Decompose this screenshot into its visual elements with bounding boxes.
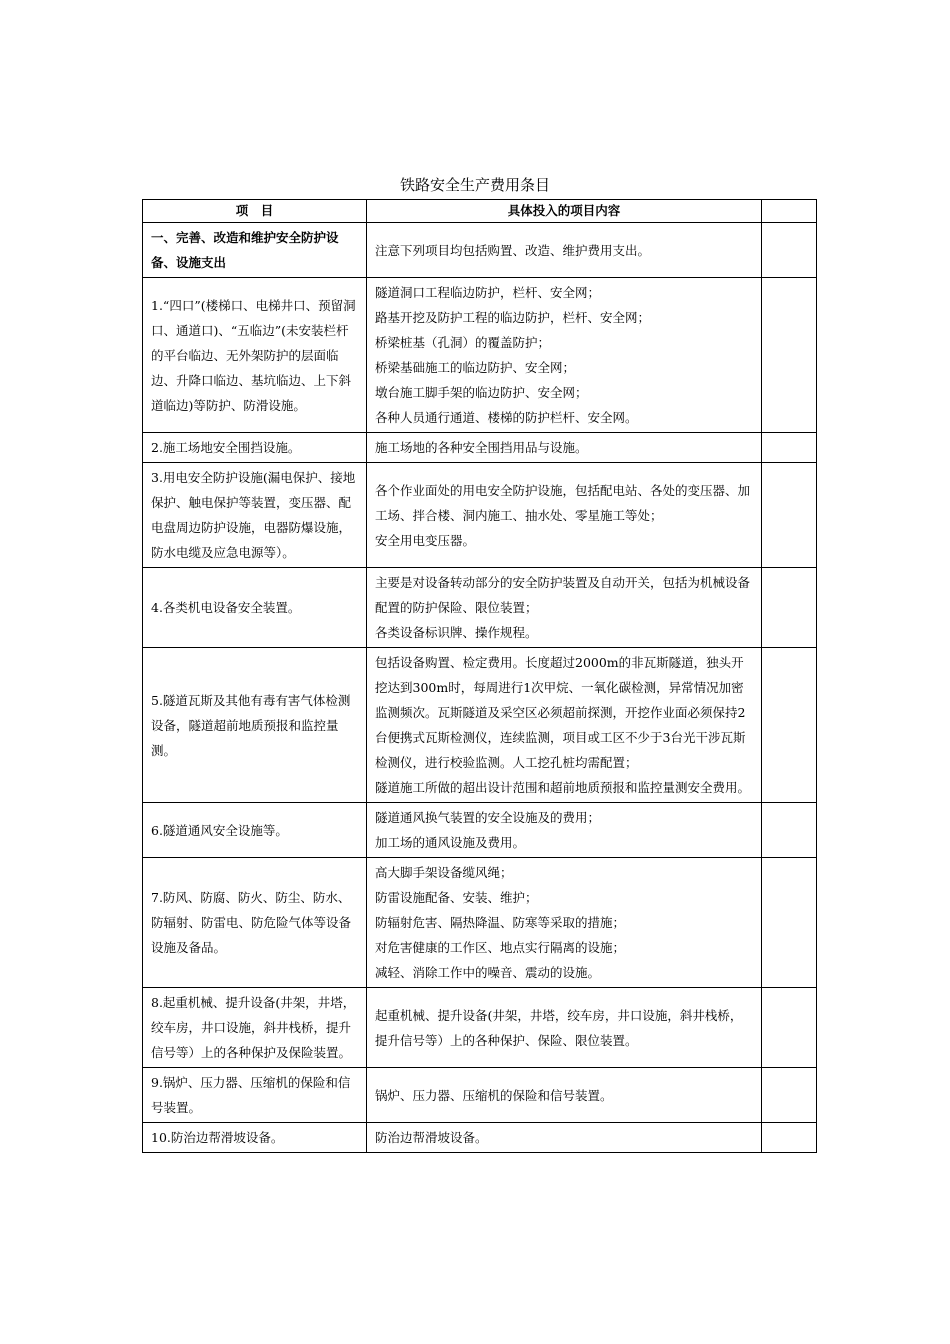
content-line: 桥梁桩基（孔洞）的覆盖防护； [375, 335, 551, 350]
row-extra [762, 1068, 817, 1123]
row-content [367, 463, 762, 568]
table-row [143, 568, 817, 648]
row-content [367, 433, 762, 463]
row-item: 6.隧道通风安全设施等。 [143, 803, 367, 858]
row-item: 5.隧道瓦斯及其他有毒有害气体检测设备，隧道超前地质预报和监控量测。 [143, 648, 367, 803]
document-title: 铁路安全生产费用条目 [399, 176, 550, 194]
content-line: 高大脚手架设备缆风绳； [375, 865, 513, 880]
row-content [367, 1068, 762, 1123]
content-line: 对危害健康的工作区、地点实行隔离的设施； [375, 940, 626, 955]
content-line: 锅炉、压力器、压缩机的保险和信号装置。 [375, 1087, 613, 1103]
row-content [367, 648, 762, 803]
row-extra [762, 803, 817, 858]
table-row [143, 463, 817, 568]
content-line: 防雷设施配备、安装、维护； [375, 890, 538, 905]
content-line: 加工场的通风设施及费用。 [375, 835, 526, 850]
row-item: 7.防风、防腐、防火、防尘、防水、防辐射、防雷电、防危险气体等设备设施及备品。 [143, 858, 367, 988]
expense-table [142, 199, 817, 1153]
row-item: 9.锅炉、压力器、压缩机的保险和信号装置。 [143, 1068, 367, 1123]
content-line: 安全用电变压器。 [375, 532, 476, 548]
row-extra [762, 648, 817, 803]
table-row [143, 648, 817, 803]
content-line: 桥梁基础施工的临边防护、安全网； [375, 360, 576, 375]
content-line: 包括设备购置、检定费用。长度超过2000m的非瓦斯隧道，独头开挖达到300m时，每周进行1次甲烷、一氧化碳检测，异常情况加密监测频次。瓦斯隧道及采空区必须超前探测，开挖作业面必须保持2台便携式瓦斯检测仪，连续监测，项目或工区不少于3台光干涉瓦斯检测仪，进行校验监测。人工挖孔桩均需配置； [375, 655, 746, 770]
table-row [143, 223, 817, 278]
content-line: 注意下列项目均包括购置、改造、维护费用支出。 [375, 242, 651, 258]
row-item: 1.“四口”(楼梯口、电梯井口、预留洞口、通道口)、“五临边”(未安装栏杆的平台临边、无外架防护的层面临边、升降口临边、基坑临边、上下斜道临边)等防护、防滑设施。 [143, 278, 367, 433]
row-content [367, 803, 762, 858]
row-content [367, 988, 762, 1068]
content-line: 减轻、消除工作中的噪音、震动的设施。 [375, 965, 601, 980]
header-content: 具体投入的项目内容 [367, 200, 762, 223]
content-line: 各个作业面处的用电安全防护设施，包括配电站、各处的变压器、加工场、拌合楼、洞内施工、抽水处、零星施工等处； [375, 482, 751, 523]
table-row [143, 433, 817, 463]
table-row [143, 1068, 817, 1123]
header-extra [762, 200, 817, 223]
row-extra [762, 433, 817, 463]
table-row [143, 988, 817, 1068]
content-line: 隧道施工所做的超出设计范围和超前地质预报和监控量测安全费用。 [375, 780, 751, 795]
content-line: 各种人员通行通道、楼梯的防护栏杆、安全网。 [375, 410, 638, 425]
row-extra [762, 278, 817, 433]
row-extra [762, 988, 817, 1068]
table-body [143, 223, 817, 1153]
content-line: 施工场地的各种安全围挡用品与设施。 [375, 440, 588, 455]
row-item: 一、完善、改造和维护安全防护设备、设施支出 [143, 223, 367, 278]
row-content [367, 858, 762, 988]
row-item: 2.施工场地安全围挡设施。 [143, 433, 367, 463]
table-row [143, 1123, 817, 1153]
row-extra [762, 223, 817, 278]
header-item: 项 目 [143, 200, 367, 223]
content-line: 起重机械、提升设备(井架，井塔，绞车房，井口设施，斜井栈桥，提升信号等）上的各种保护、保险、限位装置。 [375, 1007, 743, 1048]
content-line: 各类设备标识牌、操作规程。 [375, 625, 538, 640]
content-line: 主要是对设备转动部分的安全防护装置及自动开关，包括为机械设备配置的防护保险、限位装置； [375, 575, 751, 615]
table-row [143, 803, 817, 858]
row-content [367, 223, 762, 278]
row-extra [762, 858, 817, 988]
content-line: 隧道洞口工程临边防护，栏杆、安全网； [375, 285, 601, 300]
content-line: 路基开挖及防护工程的临边防护，栏杆、安全网； [375, 310, 651, 325]
table-header-row [143, 200, 817, 223]
row-item: 8.起重机械、提升设备(井架，井塔，绞车房，井口设施，斜井栈桥，提升信号等）上的各种保护及保险装置。 [143, 988, 367, 1068]
content-line: 防辐射危害、隔热降温、防寒等采取的措施； [375, 915, 626, 930]
row-extra [762, 463, 817, 568]
content-line: 防治边帮滑坡设备。 [375, 1130, 488, 1145]
content-line: 墩台施工脚手架的临边防护、安全网； [375, 385, 588, 400]
content-line: 隧道通风换气装置的安全设施及的费用； [375, 810, 601, 825]
row-item: 10.防治边帮滑坡设备。 [143, 1123, 367, 1153]
row-content [367, 1123, 762, 1153]
row-item: 3.用电安全防护设施(漏电保护、接地保护、触电保护等装置，变压器、配电盘周边防护设施，电器防爆设施，防水电缆及应急电源等）。 [143, 463, 367, 568]
row-content [367, 568, 762, 648]
row-extra [762, 568, 817, 648]
table-row [143, 278, 817, 433]
row-extra [762, 1123, 817, 1153]
row-content [367, 278, 762, 433]
row-item: 4.各类机电设备安全装置。 [143, 568, 367, 648]
table-row [143, 858, 817, 988]
